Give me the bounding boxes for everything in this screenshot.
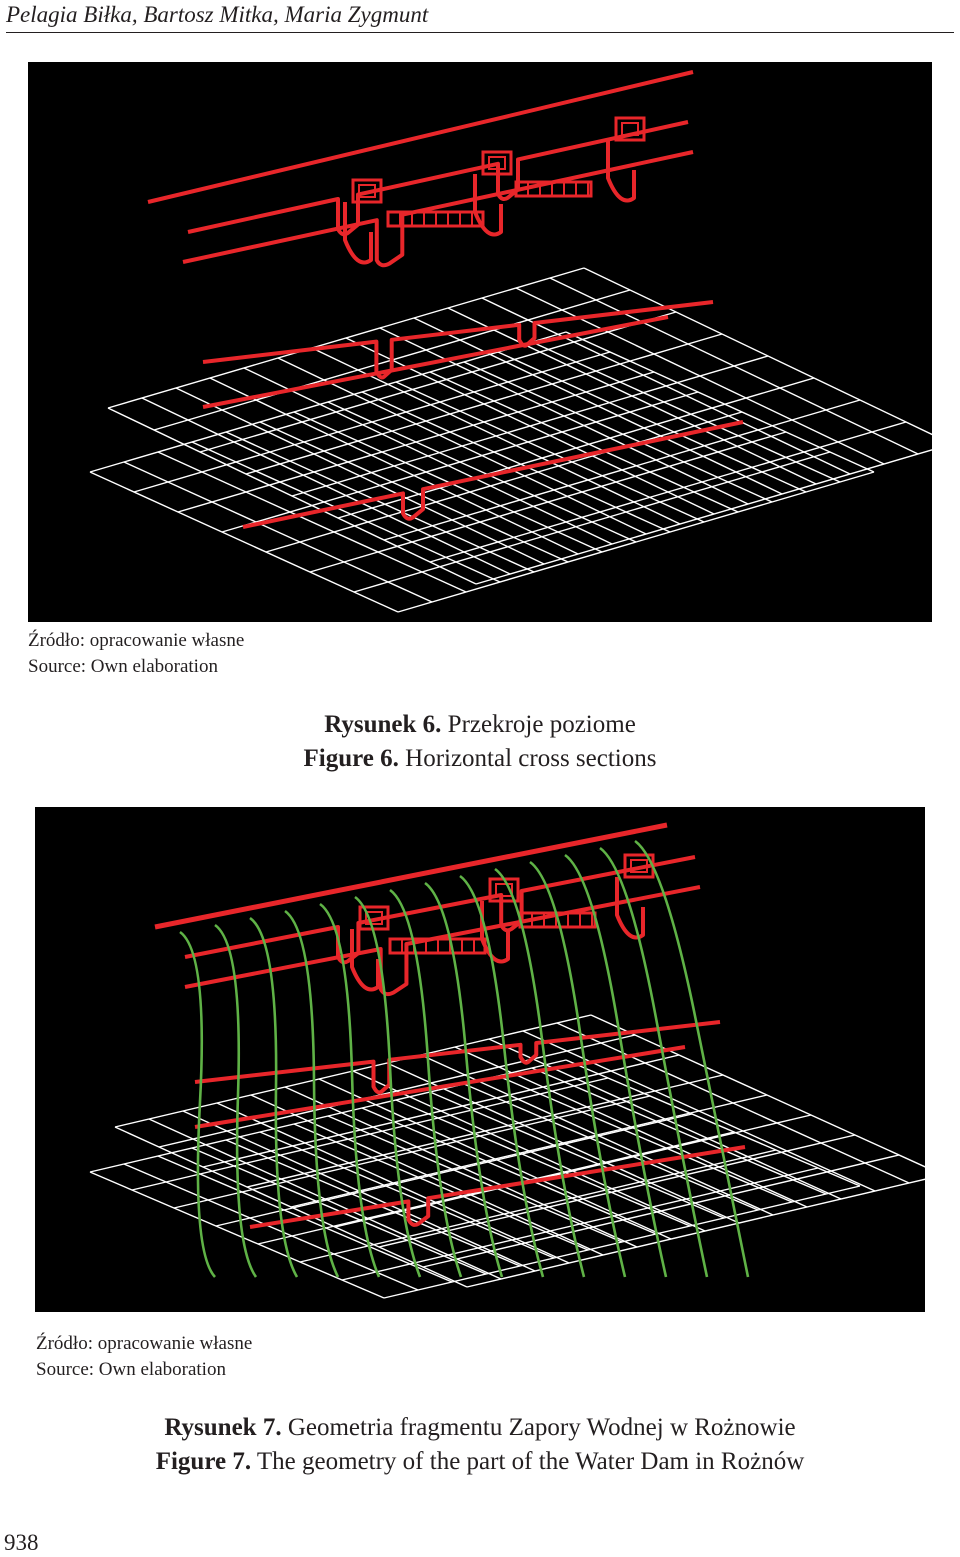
figure-6-source-pl: Źródło: opracowanie własne	[28, 630, 245, 651]
fig6-grid-upper-line	[338, 378, 814, 518]
running-header	[6, 0, 954, 33]
figure-6-caption-pl-label: Rysunek 6.	[324, 711, 442, 738]
figure-6-caption	[0, 708, 960, 776]
figure-7-drawing	[35, 807, 925, 1312]
fig7-grid-lower-line	[384, 1186, 860, 1298]
fig6-grid-upper-line	[430, 422, 906, 562]
figure-7-caption-pl-text: Geometria fragmentu Zapory Wodnej w Rożnowie	[287, 1414, 796, 1441]
figure-7-source-en: Source: Own elaboration	[36, 1359, 226, 1380]
figure-6-caption-en-text: Horizontal cross sections	[405, 745, 657, 772]
fig6-section-2	[183, 152, 693, 265]
figure-6-source	[28, 628, 244, 680]
figure-7-source	[36, 1331, 252, 1383]
figure-7-caption	[0, 1411, 960, 1479]
fig7-grid-lower-line	[430, 1092, 724, 1218]
fig7-grid-upper-line	[159, 1035, 635, 1147]
figure-6-source-en: Source: Own elaboration	[28, 656, 218, 677]
page-number: 938	[4, 1530, 39, 1555]
fig6-grid-upper-line	[384, 400, 860, 540]
fig7-grid-lower-line	[498, 1076, 792, 1202]
fig7-grid-lower-line	[216, 1114, 692, 1226]
figure-7-caption-en-text: The geometry of the part of the Water Dam in Rożnów	[256, 1448, 805, 1475]
fig7-section-3	[195, 1022, 720, 1092]
fig7-grid-lower-line	[226, 1140, 520, 1266]
figure-6-caption-en-label: Figure 6.	[303, 745, 399, 772]
header-authors: Pelagia Biłka, Bartosz Mitka, Maria Zygmunt	[6, 2, 429, 27]
figure-6-drawing	[28, 62, 932, 622]
figure-6-image	[28, 62, 932, 622]
fig6-section-4	[203, 317, 668, 407]
fig6-grid-upper-line	[246, 334, 722, 474]
figure-6-caption-pl-text: Przekroje poziome	[447, 711, 636, 738]
figure-7-source-pl: Źródło: opracowanie własne	[36, 1333, 253, 1354]
fig7-grid-lower-line	[124, 1164, 418, 1290]
fig6-section-1	[188, 122, 688, 234]
fig7-section-4	[195, 1047, 685, 1127]
figure-7-caption-pl-label: Rysunek 7.	[164, 1414, 282, 1441]
fig7-grid-upper-line	[467, 1175, 925, 1287]
fig6-grid-upper-line	[584, 268, 932, 444]
fig6-grid-upper-line	[108, 268, 584, 408]
figure-7-caption-en-label: Figure 7.	[155, 1448, 252, 1475]
fig7-grid-lower-line	[260, 1132, 554, 1258]
figure-7-image	[35, 807, 925, 1312]
